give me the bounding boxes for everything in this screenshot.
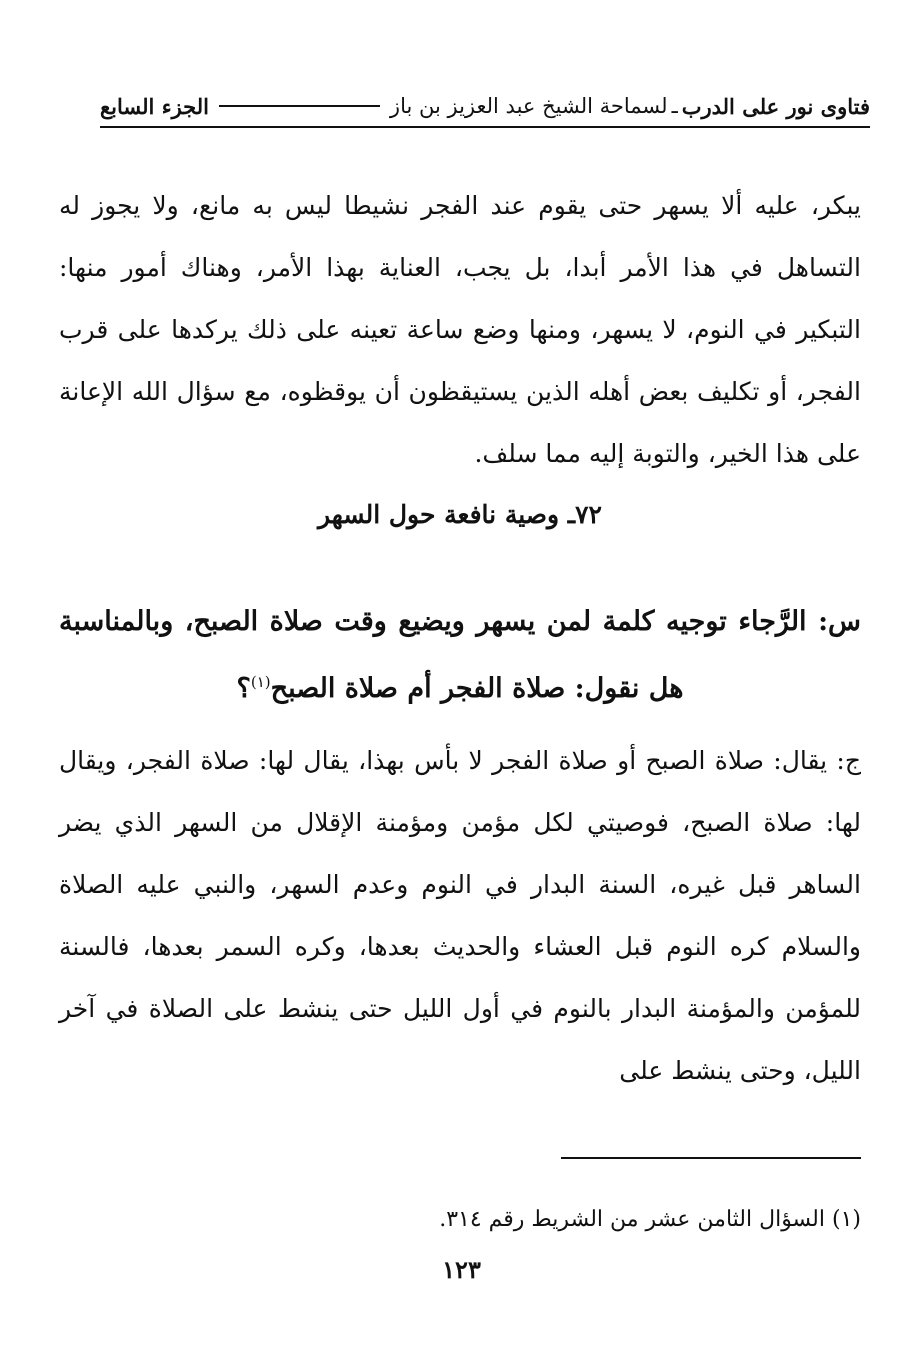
- header-separator: ـ: [671, 94, 678, 118]
- page-number: ١٢٣: [442, 1255, 481, 1284]
- question-text: س: الرَّجاء توجيه كلمة لمن يسهر ويضيع وقت صلاة الصبح، وبالمناسبة هل نقول: صلاة الفجر أم صلاة الصبح: [59, 606, 861, 704]
- footnote-reference[interactable]: (١): [250, 673, 271, 691]
- question-mark: ؟: [236, 673, 251, 704]
- section-heading: [59, 490, 861, 540]
- header-volume: الجزء السابع: [100, 93, 209, 119]
- header-book-title: فتاوى نور على الدرب: [681, 93, 870, 119]
- running-header: [100, 86, 870, 128]
- question-paragraph: [59, 592, 861, 719]
- section-dash: ـ: [567, 500, 576, 529]
- section-number: ٧٢: [575, 500, 602, 529]
- section-title: وصية نافعة حول السهر: [318, 500, 560, 529]
- footnote: (١) السؤال الثامن عشر من الشريط رقم ٣١٤.: [439, 1207, 861, 1232]
- header-author: لسماحة الشيخ عبد العزيز بن باز: [389, 94, 668, 118]
- answer-paragraph: ج: يقال: صلاة الصبح أو صلاة الفجر لا بأس بهذا، يقال لها: صلاة الفجر، ويقال لها: صلاة الصبح، فوصيتي لكل مؤمن ومؤمنة الإقلال من السهر الذي يضر الساهر قبل غيره، السنة البدار في النوم وعدم السهر، والنبي عليه الصلاة والسلام كره النوم قبل العشاء والحديث بعدها، وكره السمر بعدها، فالسنة للمؤمن والمؤمنة البدار بالنوم في أول الليل حتى ينشط على الصلاة في آخر الليل، وحتى ينشط على: [59, 746, 861, 1085]
- header-rule: [219, 105, 380, 107]
- footnote-divider: [561, 1157, 861, 1159]
- continued-paragraph: يبكر، عليه ألا يسهر حتى يقوم عند الفجر نشيطا ليس به مانع، ولا يجوز له التساهل في هذا الأمر أبدا، بل يجب، العناية بهذا الأمر، وهناك أمور منها: التبكير في النوم، لا يسهر، ومنها وضع ساعة تعينه على ذلك يركدها على قرب الفجر، أو تكليف بعض أهله الذين يستيقظون أن يوقظوه، مع سؤال الله الإعانة على هذا الخير، والتوبة إليه مما سلف.: [59, 191, 861, 468]
